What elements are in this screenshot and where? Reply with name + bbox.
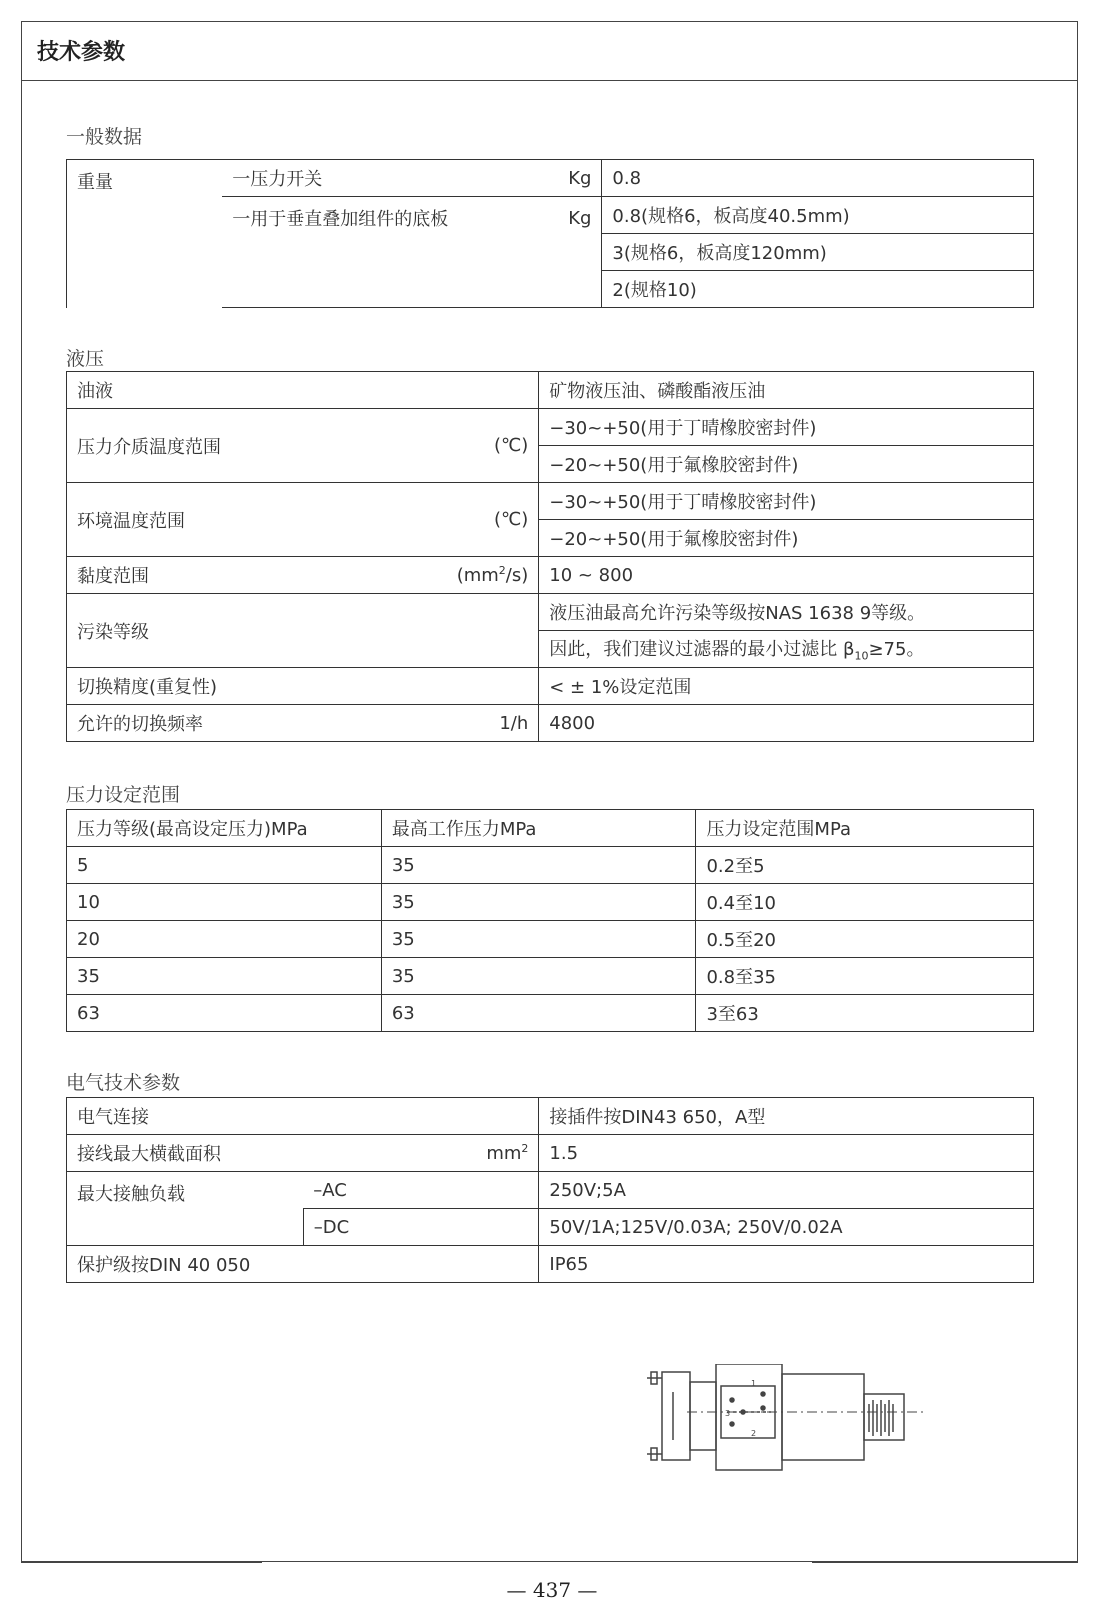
pressure-switch-drawing	[647, 1364, 947, 1474]
connection-label: 电气连接	[67, 1098, 539, 1135]
pressure-cell: 3至63	[696, 995, 1034, 1032]
switch-label: 一压力开关	[232, 169, 323, 190]
dc-value: 50V/1A;125V/0.03A; 250V/0.02A	[539, 1209, 1034, 1246]
pressure-cell: 35	[381, 958, 696, 995]
pressure-cell: 0.2至5	[696, 847, 1034, 884]
base-weight-value-1: 0.8(规格6，板高度40.5mm)	[602, 197, 1034, 234]
protection-value: IP65	[539, 1246, 1034, 1283]
dc-label: –DC	[303, 1209, 539, 1246]
electrical-table	[66, 1097, 1034, 1283]
pressure-cell: 0.4至10	[696, 884, 1034, 921]
oil-label: 油液	[67, 372, 539, 409]
port-label-3: 3	[725, 1409, 731, 1418]
cross-section-cell	[67, 1135, 539, 1172]
weight-label: 重量	[77, 172, 113, 193]
unit-kg-base: Kg	[568, 207, 592, 229]
viscosity-cell	[67, 557, 539, 594]
base-label: 一用于垂直叠加组件的底板	[232, 209, 449, 230]
viscosity-label: 黏度范围	[77, 566, 149, 587]
table-row	[67, 958, 1034, 995]
cross-section-value: 1.5	[539, 1135, 1034, 1172]
pressure-cell: 35	[381, 921, 696, 958]
viscosity-value: 10 ~ 800	[539, 557, 1034, 594]
table-row	[67, 847, 1034, 884]
frequency-unit: 1/h	[499, 712, 529, 734]
medium-temp-unit: (℃)	[493, 435, 529, 456]
oil-value: 矿物液压油、磷酸酯液压油	[539, 372, 1034, 409]
cross-section-unit: $mm^2$	[486, 1142, 529, 1164]
pressure-header-3: 压力设定范围MPa	[696, 810, 1034, 847]
medium-temp-value-2: −20~+50(用于氟橡胶密封件)	[539, 446, 1034, 483]
medium-temp-cell	[67, 409, 539, 483]
ambient-temp-value-1: −30~+50(用于丁晴橡胶密封件)	[539, 483, 1034, 520]
section-title-pressure: 压力设定范围	[66, 784, 181, 806]
frequency-value: 4800	[539, 705, 1034, 742]
pressure-cell: 10	[67, 884, 382, 921]
table-row	[67, 995, 1034, 1032]
viscosity-unit: $(mm^2/s)$	[456, 564, 529, 586]
protection-label: 保护级按DIN 40 050	[67, 1246, 539, 1283]
pressure-header-2: 最高工作压力MPa	[381, 810, 696, 847]
pressure-cell: 5	[67, 847, 382, 884]
page-header	[21, 21, 1078, 81]
cross-section-label: 接线最大横截面积	[77, 1144, 221, 1165]
page-title: 技术参数	[37, 40, 126, 65]
accuracy-value: < ± 1%设定范围	[539, 668, 1034, 705]
pressure-cell: 35	[67, 958, 382, 995]
pressure-cell: 35	[381, 884, 696, 921]
frequency-cell	[67, 705, 539, 742]
hydraulic-table	[66, 371, 1034, 742]
base-weight-cell	[222, 197, 602, 308]
frequency-label: 允许的切换频率	[77, 714, 203, 735]
ambient-temp-unit: (℃)	[493, 509, 529, 530]
pressure-cell: 0.8至35	[696, 958, 1034, 995]
base-weight-value-3: 2(规格10)	[602, 271, 1034, 308]
connection-value: 接插件按DIN43 650，A型	[539, 1098, 1034, 1135]
medium-temp-label: 压力介质温度范围	[77, 436, 221, 458]
contamination-value-1: 液压油最高允许污染等级按NAS 1638 9等级。	[539, 594, 1034, 631]
general-data-table	[66, 159, 1034, 308]
port-label-2: 2	[751, 1429, 757, 1438]
pressure-header-row	[67, 810, 1034, 847]
contamination-label: 污染等级	[67, 594, 539, 668]
medium-temp-value-1: −30~+50(用于丁晴橡胶密封件)	[539, 409, 1034, 446]
section-title-general: 一般数据	[66, 126, 143, 148]
port-label-1: 1	[751, 1379, 757, 1388]
footer-line-left	[21, 1562, 262, 1563]
unit-kg: Kg	[568, 167, 592, 189]
ambient-temp-label: 环境温度范围	[77, 510, 185, 532]
ac-value: 250V;5A	[539, 1172, 1034, 1209]
pressure-header-1: 压力等级(最高设定压力)MPa	[67, 810, 382, 847]
ambient-temp-cell	[67, 483, 539, 557]
ambient-temp-value-2: −20~+50(用于氟橡胶密封件)	[539, 520, 1034, 557]
base-weight-value-2: 3(规格6，板高度120mm)	[602, 234, 1034, 271]
weight-label-cell	[67, 160, 223, 308]
pressure-cell: 0.5至20	[696, 921, 1034, 958]
page-number: — 437 —	[506, 1578, 598, 1602]
ac-label: –AC	[303, 1172, 539, 1209]
pressure-table	[66, 809, 1034, 1032]
pressure-cell: 35	[381, 847, 696, 884]
footer-line-right	[812, 1562, 1078, 1563]
section-title-hydraulic: 液压	[66, 348, 105, 370]
pressure-cell: 63	[381, 995, 696, 1032]
accuracy-label: 切换精度(重复性)	[67, 668, 539, 705]
pressure-cell: 20	[67, 921, 382, 958]
table-row	[67, 921, 1034, 958]
switch-weight-cell	[222, 160, 602, 197]
pressure-cell: 63	[67, 995, 382, 1032]
max-load-label: 最大接触负载	[67, 1172, 304, 1246]
contamination-value-2: 因此，我们建议过滤器的最小过滤比 $\beta_{10}\ge 75$。	[539, 631, 1034, 668]
switch-weight-value: 0.8	[602, 160, 1034, 197]
table-row	[67, 884, 1034, 921]
section-title-electrical: 电气技术参数	[66, 1072, 181, 1094]
